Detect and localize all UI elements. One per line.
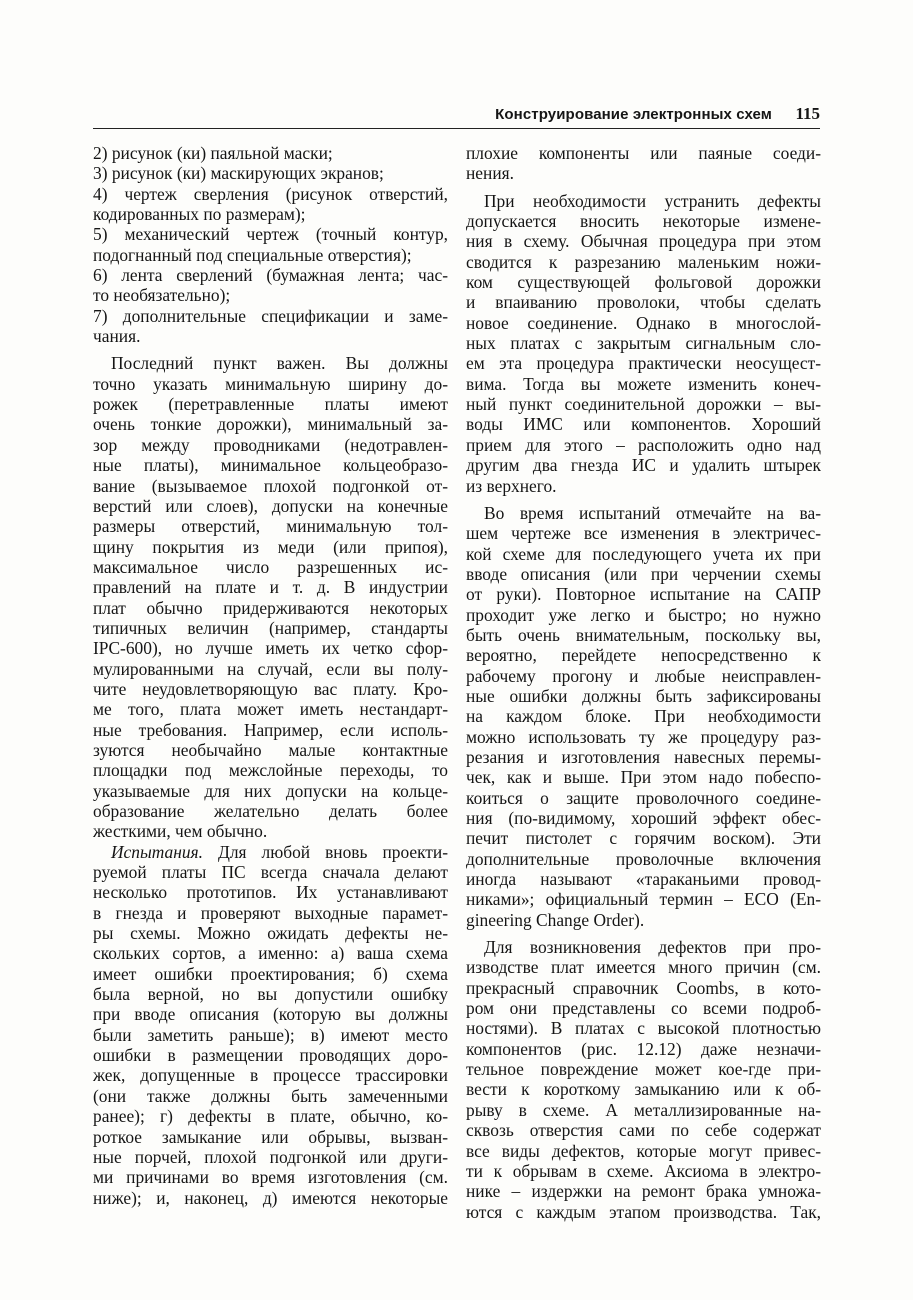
text-line: имеет ошибки проектирования; б) схема bbox=[93, 963, 448, 984]
paragraph-continuation bbox=[466, 143, 821, 184]
text-line: прием для этого – расположить одно над bbox=[466, 434, 821, 455]
text-line: размеры отверстий, минимальную тол- bbox=[93, 516, 448, 537]
text-line: изводстве плат имеется много причин (см. bbox=[466, 957, 821, 978]
deliverables-list bbox=[93, 143, 448, 346]
text-line: все виды дефектов, которые могут привес- bbox=[466, 1140, 821, 1161]
text-line: рыву в схеме. А металлизированные на- bbox=[466, 1099, 821, 1120]
paragraph-during-tests bbox=[466, 503, 821, 930]
text-line: ком существующей фольговой дорожки bbox=[466, 272, 821, 293]
text-line: очень тонкие дорожки), минимальный за- bbox=[93, 414, 448, 435]
text-line: от руки). Повторное испытание на САПР bbox=[466, 584, 821, 605]
text-line: правлений на плате и т. д. В индустрии bbox=[93, 577, 448, 598]
paragraph-defect-causes bbox=[466, 937, 821, 1222]
text-line: ностями). В платах с высокой плотностью bbox=[466, 1018, 821, 1039]
text-line: была верной, но вы допустили ошибку bbox=[93, 984, 448, 1005]
list-item: 2) рисунок (ки) паяльной маски; bbox=[93, 143, 333, 163]
paragraph-last-point bbox=[93, 353, 448, 841]
list-item: 4) чертеж сверления (рисунок отверстий, bbox=[93, 183, 448, 204]
text-line: ный пункт соединительной дорожки – вы- bbox=[466, 394, 821, 415]
text-line: никами»; официальный термин – ECO (En- bbox=[466, 889, 821, 910]
text-line: плохие компоненты или паяные соеди- bbox=[466, 143, 821, 163]
text-line: быть очень внимательным, поскольку вы, bbox=[466, 624, 821, 645]
text-line: проходит уже легко и быстро; но нужно bbox=[466, 604, 821, 625]
text-line: рабочему прогону и любые неисправлен- bbox=[466, 665, 821, 686]
text-line: были заметить раньше); в) имеют место bbox=[93, 1024, 448, 1045]
text-line: вание (вызываемое плохой подгонкой от- bbox=[93, 475, 448, 496]
text-line: можно использовать ту же процедуру раз- bbox=[466, 726, 821, 747]
testing-heading: Испытания. bbox=[111, 841, 203, 862]
text-line: на каждом блоке. При необходимости bbox=[466, 706, 821, 727]
text-line: плат обычно придерживаются некоторых bbox=[93, 597, 448, 618]
text-line: Последний пункт важен. Вы должны bbox=[111, 353, 448, 374]
text-line: ные ошибки должны быть зафиксированы bbox=[466, 685, 821, 706]
text-line: и впаиванию проволоки, чтобы сделать bbox=[466, 292, 821, 313]
text-line: Во время испытаний отмечайте на ва- bbox=[484, 502, 821, 523]
text-line: площадки под межслойные переходы, то bbox=[93, 760, 448, 781]
text-line: ные требования. Например, если исполь- bbox=[93, 719, 448, 740]
text-line: зор между проводниками (недотравлен- bbox=[93, 434, 448, 455]
text-line: новое соединение. Однако в многослой- bbox=[466, 312, 821, 333]
text-line: дополнительные проволочные включения bbox=[466, 848, 821, 869]
text-line: роткое замыкание или обрывы, вызван- bbox=[93, 1126, 448, 1147]
text-line: ния в схему. Обычная процедура при этом bbox=[466, 231, 821, 252]
text-line: тельное повреждение может кое-где при- bbox=[466, 1059, 821, 1080]
text-line: скольких сортов, а именно: а) ваша схема bbox=[93, 943, 448, 964]
text-line: шем чертеже все изменения в электричес- bbox=[466, 523, 821, 544]
list-item: 6) лента сверлений (бумажная лента; час- bbox=[93, 265, 448, 286]
text-line: ти к обрывам в схеме. Аксиома в электро- bbox=[466, 1160, 821, 1181]
text-line: ми причинами во время изготовления (см. bbox=[93, 1167, 448, 1188]
text-line: чек, как и выше. При этом надо побеспо- bbox=[466, 767, 821, 788]
text-line: чите неудовлетворяющую вас плату. Кро- bbox=[93, 678, 448, 699]
text-line: ром они представлены со всеми подроб- bbox=[466, 998, 821, 1019]
text-line: другим два гнезда ИС и удалить штырек bbox=[466, 455, 821, 476]
text-line: образование желательно делать более bbox=[93, 801, 448, 821]
text-line: мулированными на случай, если вы полу- bbox=[93, 658, 448, 679]
text-line: допускается вносить некоторые измене- bbox=[466, 211, 821, 232]
list-item-cont: чания. bbox=[93, 326, 141, 347]
text-line: ры схемы. Можно ожидать дефекты не- bbox=[93, 923, 448, 944]
text-line: Для возникновения дефектов при про- bbox=[484, 937, 821, 958]
text-line: нике – издержки на ремонт брака умножа- bbox=[466, 1181, 821, 1202]
text-line: компонентов (рис. 12.12) даже незначи- bbox=[466, 1038, 821, 1059]
text-line: ния (по-видимому, хороший эффект обес- bbox=[466, 808, 821, 828]
text-line: резания и изготовления навесных перемы- bbox=[466, 746, 821, 767]
running-title: Конструирование электронных схем bbox=[495, 106, 772, 123]
list-item: 3) рисунок (ки) маскирующих экранов; bbox=[93, 163, 384, 184]
text-line: ных платах с закрытым сигнальным сло- bbox=[466, 333, 821, 354]
text-line: жесткими, чем обычно. bbox=[93, 821, 268, 842]
text-line: сводится к разрезанию маленьким ножи- bbox=[466, 251, 821, 272]
paragraph-testing bbox=[93, 842, 448, 1208]
text-line: зуются необычайно малые контактные bbox=[93, 739, 448, 760]
list-item: 7) дополнительные спецификации и заме- bbox=[93, 305, 448, 326]
text-line: печит пистолет с горячим воском). Эти bbox=[466, 828, 821, 849]
text-line: иногда называют «тараканьими провод- bbox=[466, 869, 821, 890]
text-line: ниже); и, наконец, д) имеются некоторые bbox=[93, 1187, 448, 1208]
header-rule bbox=[93, 128, 820, 129]
text-line bbox=[93, 842, 448, 862]
text-fragment: Для любой вновь проекти- bbox=[202, 841, 448, 862]
text-line: руемой платы ПС всегда сначала делают bbox=[93, 862, 448, 883]
text-line: вести к короткому замыканию или к об- bbox=[466, 1079, 821, 1100]
list-item-cont: подогнанный под специальные отверстия); bbox=[93, 244, 412, 265]
text-line: ошибки в размещении проводящих доро- bbox=[93, 1045, 448, 1066]
text-line: ме того, плата может иметь нестандарт- bbox=[93, 699, 448, 720]
list-item-cont: то необязательно); bbox=[93, 285, 231, 306]
text-line: ные платы), минимальное кольцеобразо- bbox=[93, 455, 448, 476]
text-line: При необходимости устранить дефекты bbox=[484, 190, 821, 211]
text-line: верстий или слоев), допуски на конечные bbox=[93, 495, 448, 516]
text-line: (они также должны быть замеченными bbox=[93, 1085, 448, 1106]
text-line: рожек (перетравленные платы имеют bbox=[93, 394, 448, 415]
text-line: ем эта процедура практически неосущест- bbox=[466, 353, 821, 374]
right-column bbox=[466, 143, 821, 1222]
running-header bbox=[93, 100, 820, 126]
text-line: сквозь отверстия сами по себе содержат bbox=[466, 1120, 821, 1141]
text-line: ются с каждым этапом производства. Так, bbox=[466, 1201, 821, 1222]
text-line: жек, допущенные в процессе трассировки bbox=[93, 1065, 448, 1086]
left-column bbox=[93, 143, 448, 1208]
text-line: прекрасный справочник Coombs, в кото- bbox=[466, 977, 821, 998]
text-line: из верхнего. bbox=[466, 475, 557, 496]
paragraph-fix bbox=[466, 191, 821, 496]
text-line: типичных величин (например, стандарты bbox=[93, 617, 448, 638]
text-line: максимальное число разрешенных ис- bbox=[93, 556, 448, 577]
text-line: коиться о защите проволочного соедине- bbox=[466, 787, 821, 808]
text-line: IPC-600), но лучше иметь их четко сфор- bbox=[93, 638, 448, 659]
text-line: при вводе описания (которую вы должны bbox=[93, 1004, 448, 1025]
text-line: в гнезда и проверяют выходные парамет- bbox=[93, 902, 448, 923]
text-line: ные порчей, плохой подгонкой или други- bbox=[93, 1146, 448, 1167]
list-item-cont: кодированных по размерам); bbox=[93, 204, 306, 225]
text-line: щину покрытия из меди (или припоя), bbox=[93, 536, 448, 557]
text-line: вероятно, перейдете непосредственно к bbox=[466, 645, 821, 666]
text-line: несколько прототипов. Их устанавливают bbox=[93, 882, 448, 903]
text-line: gineering Change Order). bbox=[466, 909, 645, 930]
text-line: нения. bbox=[466, 163, 514, 184]
text-line: кой схеме для последующего учета их при bbox=[466, 543, 821, 564]
text-line: точно указать минимальную ширину до- bbox=[93, 373, 448, 394]
text-line: указываемые для них допуски на кольце- bbox=[93, 780, 448, 801]
text-line: ранее); г) дефекты в плате, обычно, ко- bbox=[93, 1106, 448, 1127]
text-line: вводе описания (или при черчении схемы bbox=[466, 563, 821, 584]
text-line: вима. Тогда вы можете изменить конеч- bbox=[466, 373, 821, 394]
list-item: 5) механический чертеж (точный контур, bbox=[93, 224, 448, 245]
page-number: 115 bbox=[795, 104, 820, 123]
text-line: воды ИМС или компонентов. Хороший bbox=[466, 414, 821, 435]
